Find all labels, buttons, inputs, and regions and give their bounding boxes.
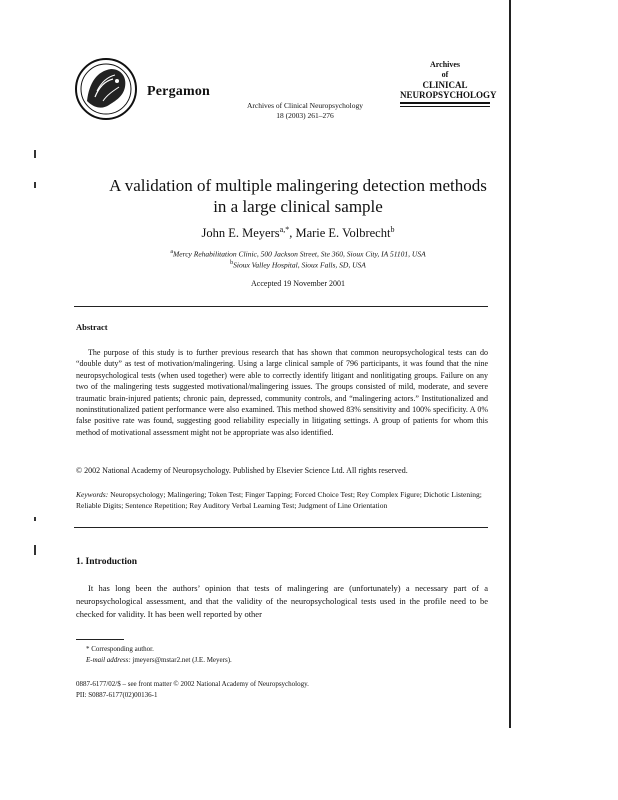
title-line: in a large clinical sample — [213, 197, 383, 216]
journal-title-box — [400, 60, 497, 107]
author-separator: , — [289, 226, 296, 241]
journal-box-rule — [400, 106, 490, 107]
affiliation-marker: a — [170, 249, 173, 255]
scan-mark — [34, 545, 36, 555]
author-superscript: a,* — [279, 225, 290, 234]
introduction-body — [76, 582, 488, 621]
author-name: Marie E. Volbrecht — [295, 226, 391, 241]
scan-edge-line — [509, 0, 511, 728]
footnote-rule — [76, 639, 124, 640]
journal-citation-line: Archives of Clinical Neuropsychology — [246, 101, 363, 110]
affiliation-text: Sioux Valley Hospital, Sioux Falls, SD, USA — [233, 260, 366, 270]
footnote-email — [86, 656, 232, 664]
journal-citation-line: 18 (2003) 261–276 — [276, 111, 334, 120]
journal-box-line: Archives — [429, 60, 461, 69]
affiliation-text: Mercy Rehabilitation Clinic, 500 Jackson Street, Ste 360, Sioux City, IA 51101, USA — [173, 249, 426, 259]
author-superscript: b — [390, 225, 395, 234]
author-name: John E. Meyers — [201, 226, 280, 241]
divider — [74, 527, 488, 528]
author-list — [80, 225, 516, 241]
email-label: E-mail address: — [86, 656, 131, 664]
imprint-line: 0887-6177/02/$ – see front matter © 2002 National Academy of Neuropsychology. — [76, 680, 309, 688]
scan-mark — [34, 150, 36, 158]
imprint-pii: PII: S0887-6177(02)00136-1 — [76, 691, 158, 699]
affiliation-b — [80, 260, 516, 270]
affiliation-a — [80, 249, 516, 259]
keywords — [76, 489, 488, 511]
scan-mark — [34, 182, 36, 188]
keywords-text: Neuropsychology; Malingering; Token Test; Finger Tapping; Forced Choice Test; Rey Complex Figure; Dichotic Listening; Reliable Digits; Sentence Repetition; Rey Auditory Verbal Learning Test; Judgment of Line Orientation — [76, 490, 482, 510]
section-heading: 1. Introduction — [76, 557, 138, 567]
article-title — [80, 175, 516, 217]
affiliation-marker: b — [230, 260, 234, 266]
title-line: A validation of multiple malingering detection methods — [109, 176, 487, 195]
scan-mark — [34, 517, 36, 521]
email-address[interactable]: jmeyers@mstar2.net (J.E. Meyers). — [130, 656, 232, 664]
journal-box-line: NEUROPSYCHOLOGY — [400, 90, 497, 100]
abstract-heading: Abstract — [76, 322, 108, 332]
accepted-date: Accepted 19 November 2001 — [251, 279, 345, 288]
journal-box-rule — [400, 102, 490, 104]
abstract-text: The purpose of this study is to further previous research that has shown that common neuropsychological tests can do “double duty” as test of motivation/malingering. Using a large clinical sample of 796 participants, it was found that the nine neuropsychological tests (when used together) were able to correctly identify litigant and nonlitigating groups. Failure on any two of the malingering tests suggested motivational/malingering issues. The groups consisted of mild, moderate, and severe traumatic brain-injured patients; chronic pain, depressed, community controls, and “malingering actors.” Institutionalized and noninstitutionalized patient performance were also examined. This method showed 83% sensitivity and 100% specificity. A 0% false positive rate was found, suggesting good reliability especially in litigating settings. A group of patients for whom this method of motivational assessment might not be appropriate was also identified. — [76, 348, 488, 437]
pergamon-logo-icon — [73, 57, 139, 121]
journal-box-line: CLINICAL — [422, 80, 468, 90]
publisher-name: Pergamon — [147, 84, 211, 99]
divider — [74, 306, 488, 307]
journal-citation — [230, 101, 380, 121]
abstract-body — [76, 347, 488, 438]
copyright-notice: © 2002 National Academy of Neuropsychology. Published by Elsevier Science Ltd. All rights reserved. — [76, 466, 408, 475]
keywords-label: Keywords: — [76, 490, 109, 499]
journal-box-line: of — [441, 70, 449, 79]
paragraph: It has long been the authors’ opinion that tests of malingering are (unfortunately) a necessary part of a neuropsychological assessment, and that the validity of the neuropsychological tests used in the profile need to be checked for validity. It has been well reported by other — [76, 583, 488, 619]
footnote-corresponding: * Corresponding author. — [86, 645, 154, 653]
